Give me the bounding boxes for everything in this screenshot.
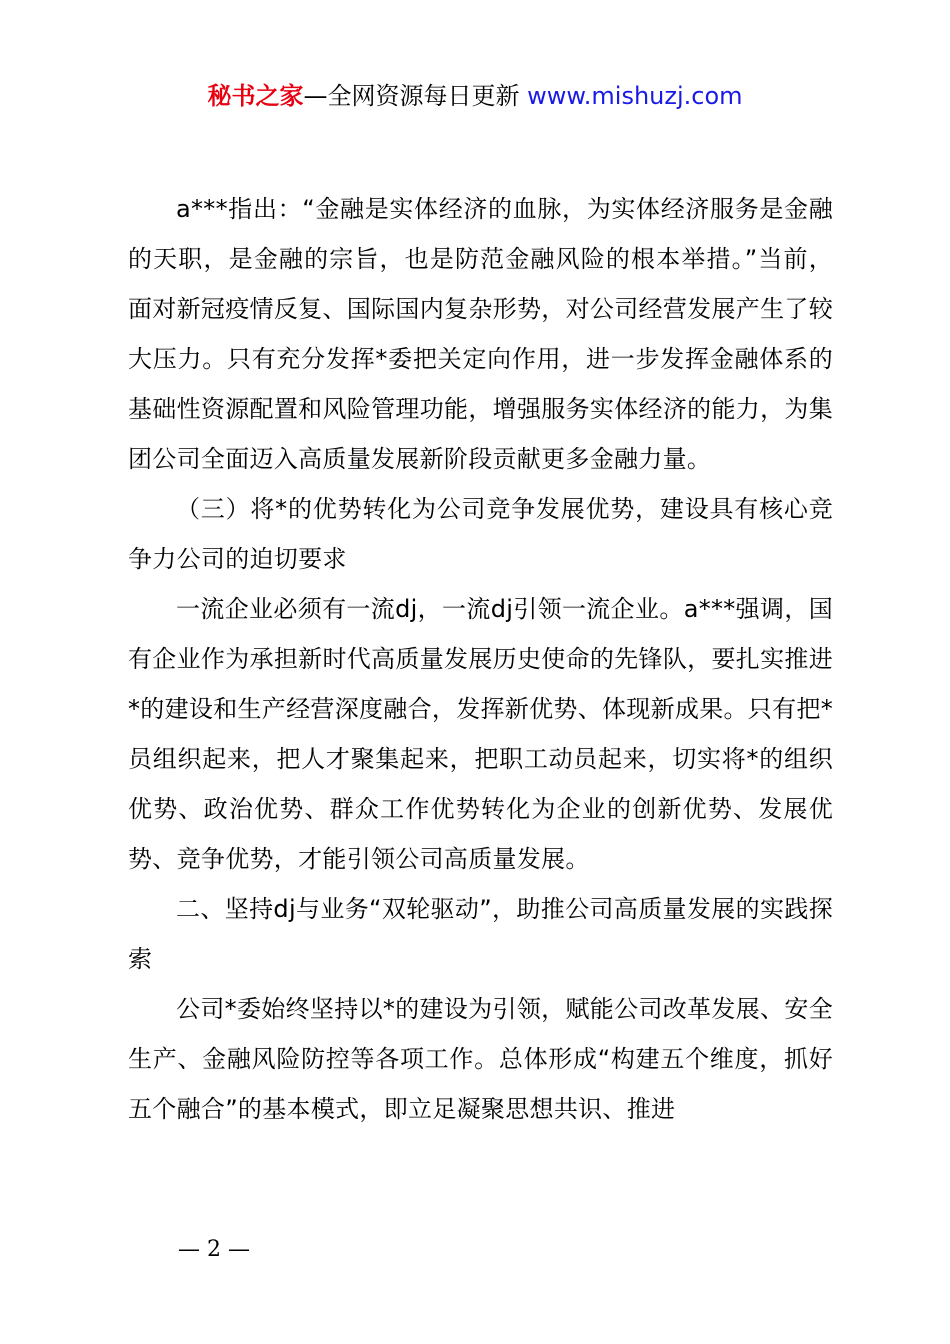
brand-name: 秘书之家	[207, 82, 304, 110]
banner-url-link[interactable]: www.mishuzj.com	[527, 82, 743, 110]
document-body	[128, 184, 833, 1134]
paragraph: 公司*委始终坚持以*的建设为引领，赋能公司改革发展、安全生产、金融风险防控等各项工作。总体形成“构建五个维度，抓好五个融合”的基本模式，即立足凝聚思想共识、推进	[128, 995, 833, 1123]
site-banner	[0, 80, 950, 112]
paragraph: 一流企业必须有一流dj，一流dj引领一流企业。a***强调，国有企业作为承担新时代高质量发展历史使命的先锋队，要扎实推进*的建设和生产经营深度融合，发挥新优势、体现新成果。只有把*员组织起来，把人才聚集起来，把职工动员起来，切实将*的组织优势、政治优势、群众工作优势转化为企业的创新优势、发展优势、竞争优势，才能引领公司高质量发展。	[128, 595, 833, 873]
section-heading: 二、坚持dj与业务“双轮驱动”，助推公司高质量发展的实践探索	[128, 895, 833, 973]
paragraph: a***指出：“金融是实体经济的血脉，为实体经济服务是金融的天职，是金融的宗旨，也是防范金融风险的根本举措。”当前，面对新冠疫情反复、国际国内复杂形势，对公司经营发展产生了较大压力。只有充分发挥*委把关定向作用，进一步发挥金融体系的基础性资源配置和风险管理功能，增强服务实体经济的能力，为集团公司全面迈入高质量发展新阶段贡献更多金融力量。	[128, 195, 833, 473]
page-number: — 2 —	[178, 1237, 250, 1262]
banner-tagline: —全网资源每日更新	[303, 82, 520, 110]
section-heading: （三）将*的优势转化为公司竞争发展优势，建设具有核心竞争力公司的迫切要求	[128, 495, 833, 573]
